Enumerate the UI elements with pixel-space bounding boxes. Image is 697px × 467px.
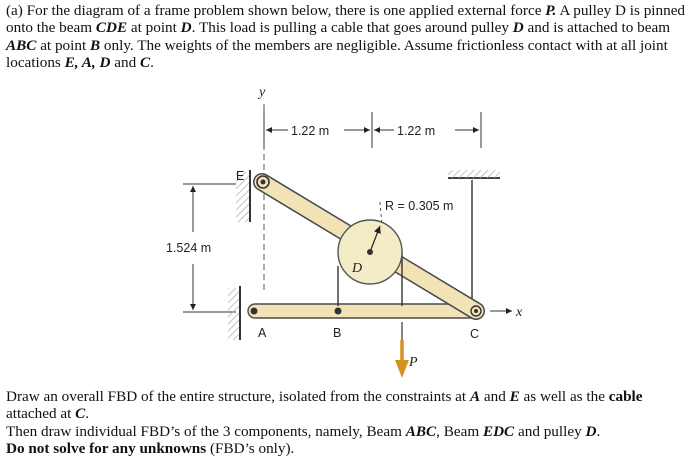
pin-c-center xyxy=(474,309,478,313)
text-run: and xyxy=(480,388,510,405)
text-run: A pulley D is pinned onto the beam xyxy=(6,2,686,37)
text-run: . xyxy=(85,405,90,423)
beam-abc-ref: ABC xyxy=(6,36,37,54)
point-b-ref: B xyxy=(89,36,101,54)
beam-abc-ref: ABC xyxy=(405,422,437,440)
force-symbol: P. xyxy=(545,2,557,19)
beam-abc xyxy=(248,304,478,318)
dim-left-label: 1.22 m xyxy=(291,124,330,138)
label-b: B xyxy=(333,326,342,340)
text-run: and is attached to beam xyxy=(523,19,671,37)
pin-b xyxy=(335,308,342,315)
instructions xyxy=(6,388,692,458)
radius-label: R = 0.305 m xyxy=(385,199,454,213)
label-a: A xyxy=(258,326,267,340)
pulley-d-ref: D xyxy=(512,19,524,37)
text-run: and pulley xyxy=(514,422,586,440)
text-run: Then draw individual FBD’s of the 3 components, namely, Beam xyxy=(6,422,406,440)
x-axis-label: x xyxy=(516,305,523,320)
text-run: , Beam xyxy=(436,422,483,440)
point-c-ref: C xyxy=(75,405,86,423)
label-d: D xyxy=(352,261,363,276)
beam-edc-ref: EDC xyxy=(482,422,515,440)
text-run: at point xyxy=(36,36,90,54)
label-e: E xyxy=(236,169,245,183)
label-p: P xyxy=(409,355,418,370)
pulley-d-ref: D xyxy=(585,422,597,440)
beam-cde-ref: CDE xyxy=(95,19,128,37)
text-run: . This load is pulling a cable that goes around pulley xyxy=(191,19,513,37)
pin-d xyxy=(367,249,373,255)
dim-right-label: 1.22 m xyxy=(397,124,436,138)
pin-a xyxy=(251,308,258,315)
force-p-arrowhead xyxy=(395,360,409,378)
text-run: at point xyxy=(127,19,181,37)
text-run: and xyxy=(110,54,141,72)
text-run: attached at xyxy=(6,405,76,423)
text-run: . xyxy=(596,422,601,440)
emphasis-text: Do not solve for any unknowns xyxy=(6,440,207,458)
text-run: Draw an overall FBD of the entire structure, isolated from the constraints at xyxy=(6,388,470,405)
joints-ref: E, A, D xyxy=(64,54,111,72)
cable-ref: cable xyxy=(608,388,643,405)
point-e-ref: E xyxy=(509,388,520,405)
ceiling-hatch xyxy=(448,170,500,178)
wall-support-a xyxy=(228,288,240,340)
pin-e-center xyxy=(261,180,266,185)
text-run: . xyxy=(150,54,154,72)
joint-c-ref: C xyxy=(140,54,151,72)
point-a-ref: A xyxy=(469,388,481,405)
text-run: as well as the xyxy=(519,388,609,405)
label-c: C xyxy=(470,327,480,341)
text-run: (a) For the diagram of a frame problem shown below, there is one applied external force xyxy=(6,2,546,19)
dim-height-label: 1.524 m xyxy=(166,241,212,255)
text-run: only. The weights of the members are negligible. Assume frictionless contact with at all joint locations xyxy=(6,36,668,72)
y-axis-label: y xyxy=(259,85,266,100)
text-run: (FBD’s only). xyxy=(206,440,295,458)
point-d-ref: D xyxy=(180,19,192,37)
